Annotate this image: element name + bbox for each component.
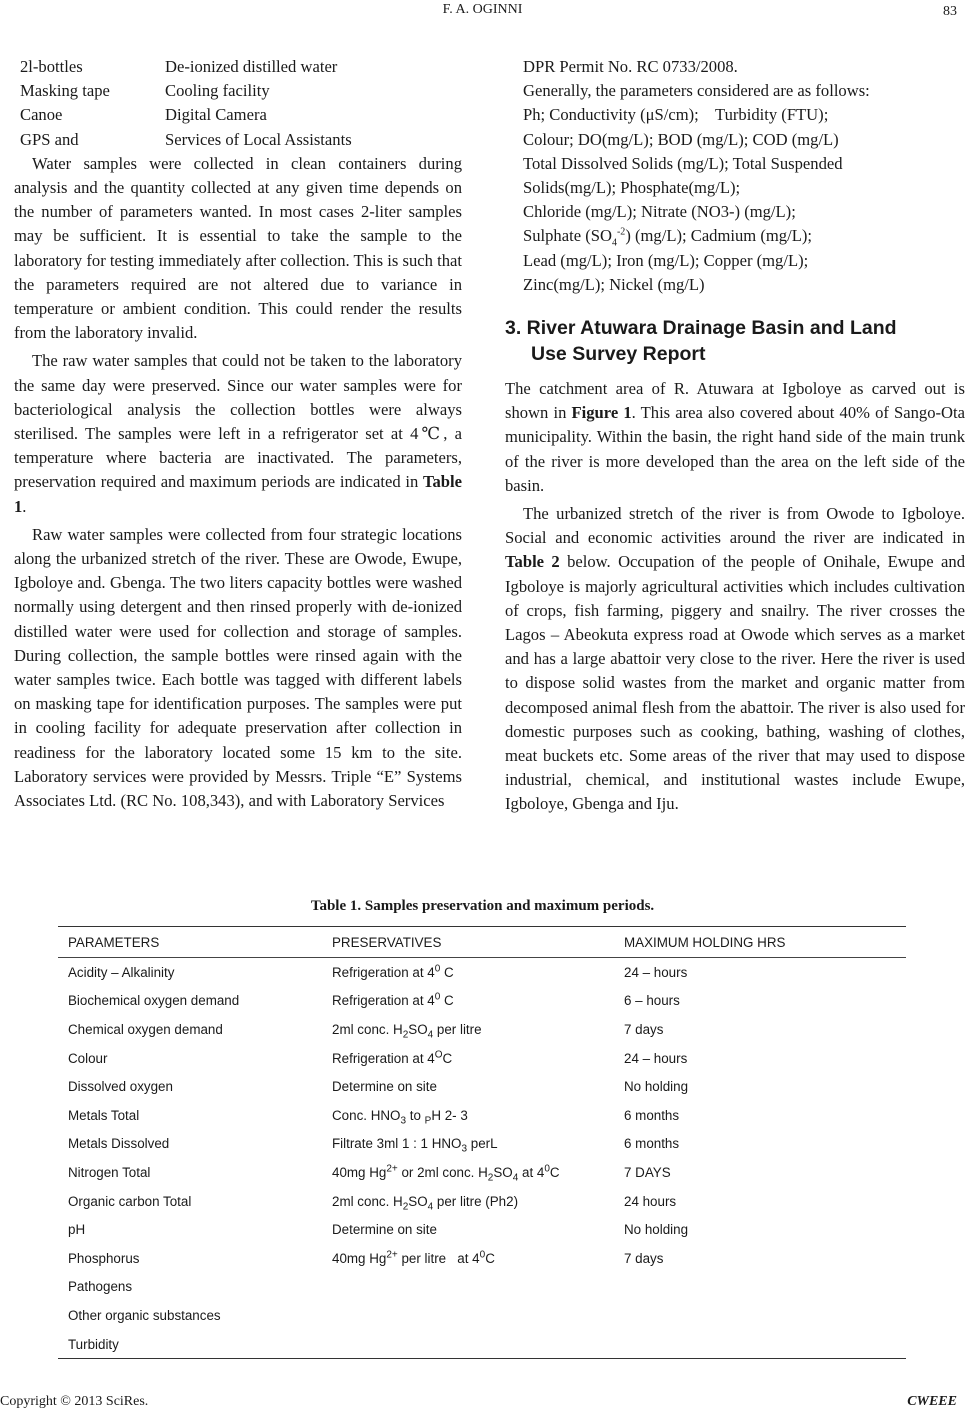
- superscript: 2+: [386, 1249, 398, 1261]
- subscript: 4: [427, 1201, 434, 1213]
- superscript: 0: [434, 963, 441, 975]
- running-header-author: F. A. OGINNI: [442, 2, 523, 17]
- column-header: MAXIMUM HOLDING HRS: [624, 934, 786, 950]
- superscript: 0: [544, 1163, 550, 1175]
- parameter-cell: Turbidity: [68, 1336, 119, 1352]
- text: 40mg Hg: [332, 1250, 387, 1266]
- table-row: [58, 987, 906, 1016]
- paragraph-sampling-locations: Raw water samples were collected from four strategic locations along the urbanized stretch of the river. These are Owode, Ewupe, Igboloye and. Gbenga. The two liters capacity bottles were washed normally using detergent and then rinsed properly with de-ionized distilled water were used for collection and storage of samples. During collection, the sample bottles were rinsed again with the water samples twice. Each bottle was tagged with different labels on masking tape for identification purposes. The samples were put in cooling facility for adequate preservation after collection in readiness for the laboratory located some 15 km to the site. Laboratory services were provided by Messrs. Triple “E” Systems Associates Ltd. (RC No. 108,343), and with Laboratory Services: [14, 524, 462, 811]
- table-caption: Table 1. Samples preservation and maximum periods.: [310, 898, 655, 914]
- table-row: [58, 1215, 906, 1244]
- equipment-item: Masking tape: [20, 81, 110, 101]
- paragraph-catchment: [505, 377, 965, 498]
- equipment-item: De-ionized distilled water: [165, 57, 338, 76]
- preservative-cell: [322, 1163, 614, 1184]
- text: per litre: [433, 1021, 482, 1037]
- parameters-line: Total Dissolved Solids (mg/L); Total Suspended: [523, 153, 843, 173]
- table-row: [58, 1273, 906, 1302]
- paragraph-sample-collection: Water samples were collected in clean containers during analysis and the quantity collected at any given time depends on the number of parameters wanted. In most cases 2-liter samples may be sufficient. It is essential to take the sample to the laboratory for testing immediately after collection. This is such that the parameters required are not altered due to variance in temperature or ambient condition. This could render the results from the laboratory invalid.: [14, 153, 462, 343]
- parameter-cell: Metals Total: [68, 1107, 140, 1123]
- holding-cell: 6 – hours: [624, 993, 680, 1009]
- permit-line: DPR Permit No. RC 0733/2008.: [523, 57, 738, 76]
- page-number: 83: [943, 4, 957, 19]
- equipment-item: Digital Camera: [165, 105, 267, 125]
- text: The urbanized stretch of the river is from Owode to Igboloye. Social and economic activities around the river are indicated in: [505, 504, 965, 548]
- superscript: O: [434, 1049, 443, 1061]
- holding-cell: 7 days: [624, 1021, 664, 1037]
- table-row: [58, 958, 906, 987]
- superscript: 2+: [386, 1163, 398, 1175]
- footer-journal: CWEEE: [907, 1394, 957, 1409]
- parameter-cell: Colour: [68, 1050, 108, 1066]
- text: Refrigeration at 4: [332, 1050, 435, 1066]
- table-row: [58, 1244, 906, 1273]
- table-row: [58, 1187, 906, 1216]
- text: H 2- 3: [431, 1107, 468, 1123]
- section-heading-line: 3. River Atuwara Drainage Basin and Land: [505, 317, 897, 340]
- holding-cell: 7 DAYS: [624, 1164, 671, 1180]
- column-header: PARAMETERS: [68, 934, 160, 950]
- parameter-cell: Other organic substances: [68, 1307, 221, 1323]
- equipment-item: Services of Local Assistants: [165, 129, 352, 149]
- text: C: [549, 1164, 560, 1180]
- superscript: -2: [616, 226, 626, 238]
- text: or 2ml conc. H: [397, 1164, 488, 1180]
- text: SO: [408, 1021, 428, 1037]
- text: to: [406, 1107, 425, 1123]
- parameters-list: [505, 103, 965, 297]
- equipment-item: GPS and: [20, 129, 79, 149]
- subscript: 4: [427, 1029, 434, 1041]
- text: C: [485, 1250, 495, 1266]
- text: per litre at 4: [397, 1250, 480, 1266]
- parameter-cell: Dissolved oxygen: [68, 1079, 173, 1095]
- parameter-cell: Pathogens: [68, 1279, 133, 1295]
- parameters-line: Solids(mg/L); Phosphate(mg/L);: [523, 178, 741, 198]
- section-heading-line: Use Survey Report: [531, 343, 706, 366]
- subscript: 4: [512, 1172, 519, 1184]
- parameters-line: Colour; DO(mg/L); BOD (mg/L); COD (mg/L): [523, 129, 839, 149]
- parameter-cell: Biochemical oxygen demand: [68, 993, 240, 1009]
- right-column: [505, 55, 965, 817]
- parameters-line: Lead (mg/L); Iron (mg/L); Copper (mg/L);: [523, 250, 809, 270]
- preservative-cell: [322, 1136, 614, 1156]
- text: ) (mg/L); Cadmium (mg/L);: [625, 226, 812, 246]
- parameter-cell: Nitrogen Total: [68, 1164, 151, 1180]
- text: C: [440, 964, 454, 980]
- parameters-line: Chloride (mg/L); Nitrate (NO3-) (mg/L);: [523, 202, 796, 222]
- table-reference: Table 2: [505, 552, 560, 572]
- text: Filtrate 3ml 1 : 1 HNO: [332, 1136, 462, 1152]
- text: . This area also covered about 40% of Sango-Ota municipality. Within the basin, the right hand side of the main trunk of the river is more developed than the area on the left side of the basin.: [505, 403, 965, 495]
- preservative-cell: [322, 1251, 614, 1266]
- equipment-item: Cooling facility: [165, 81, 270, 101]
- table-header-row: [58, 927, 906, 958]
- holding-cell: 24 hours: [624, 1193, 677, 1209]
- parameters-line: [523, 224, 965, 248]
- subscript: 2: [402, 1201, 409, 1213]
- preservative-cell: [322, 1021, 614, 1041]
- preservative-cell: [322, 993, 614, 1008]
- subscript: P: [424, 1115, 432, 1127]
- preservation-table: [58, 926, 906, 1359]
- text: Sulphate (SO: [523, 226, 612, 246]
- preservative-cell: [322, 1107, 614, 1127]
- parameter-cell: pH: [68, 1222, 86, 1238]
- text: .: [22, 496, 27, 516]
- text: Refrigeration at 4: [332, 964, 435, 980]
- equipment-item: 2l-bottles: [20, 57, 83, 76]
- equipment-list: [14, 55, 462, 152]
- table-row: [58, 1072, 906, 1101]
- holding-cell: No holding: [624, 1079, 689, 1095]
- holding-cell: 24 – hours: [624, 1050, 688, 1066]
- parameter-cell: Acidity – Alkalinity: [68, 964, 175, 980]
- table-reference: Table 1: [14, 472, 462, 516]
- text: Refrigeration at 4: [332, 993, 435, 1009]
- footer-copyright: Copyright © 2013 SciRes.: [0, 1394, 149, 1409]
- parameters-intro: Generally, the parameters considered are as follows:: [523, 81, 870, 101]
- text: 2ml conc. H: [332, 1021, 403, 1037]
- holding-cell: 24 – hours: [624, 964, 688, 980]
- figure-reference: Figure 1: [571, 403, 632, 423]
- subscript: 2: [487, 1172, 494, 1184]
- subscript: 3: [461, 1144, 468, 1156]
- table-row: [58, 1015, 906, 1044]
- preservative-cell: [322, 1193, 614, 1213]
- table-row: [58, 1101, 906, 1130]
- subscript: 4: [611, 237, 617, 249]
- subscript: 2: [402, 1029, 409, 1041]
- text: below. Occupation of the people of Onihale, Ewupe and Igboloye is majorly agricultural activities which includes cultivation of crops, fish farming, piggery and snailry. The river crosses the Lagos – Abeokuta express road at Owode which serves as a market and has a large abattoir very close to the river. Here the river is used to dispose solid wastes from the market and organic matter from decomposed animal flesh from the abattoir. The river is also used for domestic purposes such as cooking, bathing, washing of clothes, meat buckets etc. Some areas of the river that may used to dispose industrial, chemical, and institutional wastes include Ewupe, Igboloye, Gbenga and Iju.: [505, 552, 965, 814]
- paragraph-urbanized-stretch: [505, 502, 965, 817]
- text: 40mg Hg: [332, 1164, 387, 1180]
- holding-cell: 6 months: [624, 1107, 680, 1123]
- text: perL: [467, 1136, 498, 1152]
- paragraph-sample-preservation: [14, 349, 462, 518]
- section-heading: [505, 315, 965, 367]
- text: at 4: [518, 1164, 545, 1180]
- table-row: [58, 1158, 906, 1187]
- parameters-line: Ph; Conductivity (μS/cm); Turbidity (FTU);: [523, 105, 829, 125]
- superscript: 0: [479, 1249, 486, 1261]
- table-row: [58, 1301, 906, 1330]
- preservative-cell: [322, 1051, 614, 1066]
- parameter-cell: Metals Dissolved: [68, 1136, 170, 1152]
- parameters-line: Zinc(mg/L); Nickel (mg/L): [523, 274, 705, 294]
- text: C: [442, 1050, 453, 1066]
- preservative-cell: [322, 965, 614, 980]
- table-row: [58, 1130, 906, 1159]
- holding-cell: No holding: [624, 1222, 689, 1238]
- parameter-cell: Chemical oxygen demand: [68, 1021, 223, 1037]
- text: Conc. HNO: [332, 1107, 401, 1123]
- column-header: PRESERVATIVES: [332, 934, 442, 950]
- equipment-item: Canoe: [20, 105, 63, 125]
- text: The catchment area of R. Atuwara at Igboloye as carved out is shown in: [505, 379, 965, 423]
- parameter-cell: Organic carbon Total: [68, 1193, 192, 1209]
- text: SO: [493, 1164, 513, 1180]
- holding-cell: 6 months: [624, 1136, 680, 1152]
- left-column: [14, 55, 462, 813]
- text: The raw water samples that could not be taken to the laboratory the same day were preserved. Since our water samples were for bacteriological analysis the collection bottles were always sterilised. The samples were left in a refrigerator set at 4℃, a temperature where bacteria are inactivated. The parameters, preservation required and maximum periods are indicated in: [14, 351, 462, 492]
- parameter-cell: Phosphorus: [68, 1250, 140, 1266]
- superscript: 0: [434, 991, 441, 1003]
- table-row: [58, 1044, 906, 1073]
- text: 2ml conc. H: [332, 1193, 403, 1209]
- text: per litre (Ph2): [433, 1193, 519, 1209]
- holding-cell: 7 days: [624, 1250, 664, 1266]
- text: C: [440, 993, 454, 1009]
- table-row: [58, 1330, 906, 1359]
- preservative-cell: Determine on site: [332, 1222, 437, 1238]
- subscript: 3: [400, 1115, 407, 1127]
- preservative-cell: Determine on site: [332, 1079, 437, 1095]
- text: SO: [408, 1193, 428, 1209]
